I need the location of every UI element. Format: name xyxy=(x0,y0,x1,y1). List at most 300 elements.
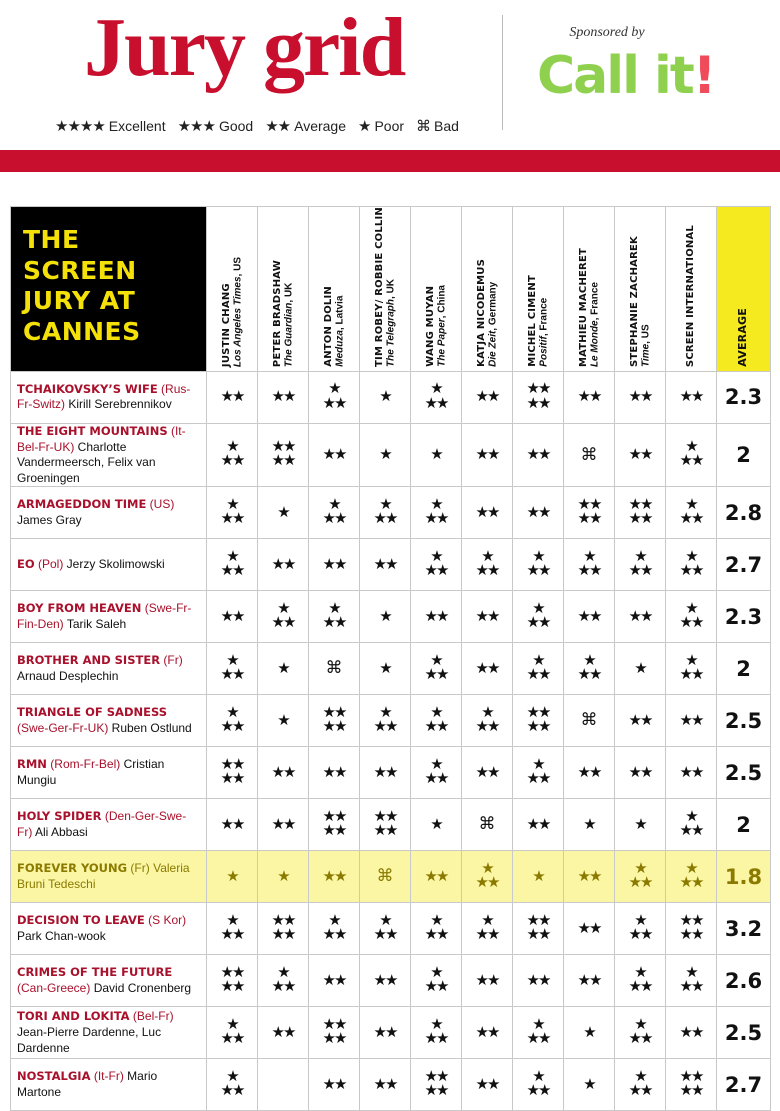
film-country: (Den-Ger-Swe-Fr) xyxy=(17,809,187,839)
score-cell xyxy=(564,487,615,539)
star-rating-icon: ★ xyxy=(379,659,391,677)
star-rating-icon: ★★ ★★ xyxy=(322,703,346,735)
table-row xyxy=(11,487,771,539)
table-row xyxy=(11,643,771,695)
score-cell xyxy=(666,747,717,799)
score-cell xyxy=(411,851,462,903)
table-row xyxy=(11,799,771,851)
juror-country: US xyxy=(232,256,243,271)
star-rating-icon: ★ ★★ xyxy=(322,380,346,412)
star-rating-icon: ★ ★★ xyxy=(679,599,703,631)
juror-name: KATJA NICODEMUS xyxy=(475,259,487,367)
star-rating-icon: ★★ xyxy=(577,971,601,989)
juror-label xyxy=(374,207,397,367)
score-cell xyxy=(258,903,309,955)
score-cell xyxy=(462,539,513,591)
star-rating-icon: ★ ★★ xyxy=(679,859,703,891)
film-cell xyxy=(11,851,207,903)
star-rating-icon: ★★ xyxy=(373,1075,397,1093)
legend-item xyxy=(178,117,254,135)
juror-country: UK xyxy=(385,278,396,294)
star-rating-icon: ★★ xyxy=(322,1075,346,1093)
juror-country: France xyxy=(589,281,600,315)
score-cell xyxy=(258,1007,309,1059)
juror-country: China xyxy=(436,285,447,314)
jury-heading: THE SCREEN JURY AT CANNES xyxy=(11,207,207,372)
film-country: (Can-Greece) xyxy=(17,980,91,995)
film-country: (Pol) xyxy=(37,557,64,572)
score-cell xyxy=(462,643,513,695)
star-rating-icon: ★★ xyxy=(220,815,244,833)
juror-header xyxy=(513,207,564,372)
star-rating-icon: ★ xyxy=(379,388,391,406)
legend-item xyxy=(358,117,404,135)
film-country: (S Kor) xyxy=(148,913,187,928)
star-rating-icon: ★★ xyxy=(220,388,244,406)
film-title: CRIMES OF THE FUTURE xyxy=(17,965,173,980)
score-cell xyxy=(513,1059,564,1111)
juror-label xyxy=(527,275,550,367)
score-cell xyxy=(207,591,258,643)
score-cell xyxy=(207,851,258,903)
star-rating-icon: ★★ ★★ xyxy=(628,495,652,527)
star-rating-icon: ★ ★★ xyxy=(322,911,346,943)
score-cell xyxy=(666,1059,717,1111)
juror-outlet-name: The Paper xyxy=(436,318,447,367)
star-rating-icon: ★★ xyxy=(526,815,550,833)
juror-outlet-name: The Telegraph xyxy=(385,298,396,367)
score-cell xyxy=(513,591,564,643)
juror-label xyxy=(578,248,601,367)
legend-label: Excellent xyxy=(108,118,166,134)
table-row xyxy=(11,747,771,799)
score-cell xyxy=(462,487,513,539)
juror-header xyxy=(615,207,666,372)
score-cell xyxy=(258,423,309,486)
juror-outlet: The Paper, China xyxy=(436,285,447,367)
red-banner xyxy=(0,150,780,172)
film-director: Ruben Ostlund xyxy=(111,720,192,735)
score-cell xyxy=(411,643,462,695)
score-cell xyxy=(309,1059,360,1111)
score-cell xyxy=(360,539,411,591)
juror-outlet: The Telegraph, UK xyxy=(385,278,396,367)
score-cell xyxy=(207,799,258,851)
jury-grid-table xyxy=(10,206,771,1111)
star-rating-icon: ★ ★★ xyxy=(526,651,550,683)
star-rating-icon: ★★ xyxy=(475,388,499,406)
star-rating-icon: ★ ★★ xyxy=(577,651,601,683)
juror-outlet: The Guardian, UK xyxy=(283,282,294,367)
average-title: AVERAGE xyxy=(736,308,750,367)
score-cell xyxy=(309,851,360,903)
film-director: Kirill Serebrennikov xyxy=(68,397,172,412)
score-cell xyxy=(462,591,513,643)
average-score: 2.5 xyxy=(717,747,771,799)
score-cell xyxy=(258,695,309,747)
juror-name: STEPHANIE ZACHAREK xyxy=(628,235,640,367)
star-rating-icon: ★★ xyxy=(475,971,499,989)
star-rating-icon: ★ ★★ xyxy=(220,438,244,470)
film-director: Cristian Mungiu xyxy=(17,757,165,787)
score-cell xyxy=(462,799,513,851)
star-rating-icon: ★ ★★ xyxy=(628,1015,652,1047)
star-rating-icon: ★ xyxy=(379,446,391,464)
table-row xyxy=(11,851,771,903)
score-cell xyxy=(513,423,564,486)
score-cell xyxy=(564,371,615,423)
score-cell xyxy=(564,1059,615,1111)
star-rating-icon: ★★ ★★ xyxy=(322,807,346,839)
bad-icon: ⌘ xyxy=(325,658,343,678)
film-cell xyxy=(11,371,207,423)
star-rating-icon: ★★ xyxy=(322,763,346,781)
score-cell xyxy=(309,371,360,423)
star-rating-icon: ★★ xyxy=(526,446,550,464)
score-cell xyxy=(360,591,411,643)
score-cell xyxy=(258,747,309,799)
star-rating-icon: ★ xyxy=(532,867,544,885)
star-rating-icon: ★ ★★ xyxy=(679,963,703,995)
star-rating-icon: ★ ★★ xyxy=(220,547,244,579)
juror-outlet-name: Meduza xyxy=(334,330,345,367)
score-cell xyxy=(462,423,513,486)
star-rating-icon: ★★ xyxy=(526,503,550,521)
score-cell xyxy=(666,539,717,591)
score-cell xyxy=(258,955,309,1007)
film-country: (Bel-Fr) xyxy=(132,1009,174,1024)
star-rating-icon: ★★ ★★ xyxy=(220,755,244,787)
score-cell xyxy=(411,695,462,747)
table-row xyxy=(11,423,771,486)
film-cell xyxy=(11,591,207,643)
score-cell xyxy=(309,903,360,955)
film-country: (Fr) xyxy=(163,653,183,668)
table-row xyxy=(11,539,771,591)
score-cell xyxy=(615,695,666,747)
star-rating-icon: ★ ★★ xyxy=(577,547,601,579)
film-title: TCHAIKOVSKY’S WIFE xyxy=(17,381,158,396)
juror-outlet: Positif, France xyxy=(538,298,549,367)
star-rating-icon: ★ xyxy=(430,815,442,833)
film-director: Arnaud Desplechin xyxy=(17,668,119,683)
score-cell xyxy=(207,1059,258,1111)
star-rating-icon: ★★ xyxy=(628,388,652,406)
star-rating-icon: ★ ★★ xyxy=(424,911,448,943)
average-score: 1.8 xyxy=(717,851,771,903)
juror-label xyxy=(221,257,244,367)
juror-name: TIM ROBEY/ ROBBIE COLLIN xyxy=(373,207,385,367)
score-cell xyxy=(513,487,564,539)
star-rating-icon: ★★ xyxy=(271,763,295,781)
juror-label xyxy=(476,259,499,367)
star-rating-icon: ★ ★★ xyxy=(526,1015,550,1047)
star-rating-icon: ★ ★★ xyxy=(475,703,499,735)
star-rating-icon: ★★ xyxy=(475,503,499,521)
juror-outlet: Die Zeit, Germany xyxy=(487,281,498,367)
star-rating-icon: ★★ ★★ xyxy=(679,1067,703,1099)
film-title: TRIANGLE OF SADNESS xyxy=(17,705,168,720)
score-cell xyxy=(360,371,411,423)
score-cell xyxy=(411,591,462,643)
score-cell xyxy=(666,903,717,955)
score-cell xyxy=(564,851,615,903)
star-rating-icon: ★★ xyxy=(577,607,601,625)
film-country: (Swe-Fr-Fin-Den) xyxy=(17,601,192,631)
score-cell xyxy=(207,1007,258,1059)
score-cell xyxy=(513,799,564,851)
star-rating-icon: ★★ xyxy=(475,659,499,677)
star-rating-icon: ★ ★★ xyxy=(424,755,448,787)
star-rating-icon: ★★ ★★ xyxy=(526,911,550,943)
score-cell xyxy=(258,591,309,643)
star-rating-icon: ★ ★★ xyxy=(373,495,397,527)
score-cell xyxy=(309,539,360,591)
star-rating-icon: ★ ★★ xyxy=(475,911,499,943)
film-title: THE EIGHT MOUNTAINS xyxy=(17,423,168,438)
film-director: David Cronenberg xyxy=(93,980,192,995)
star-rating-icon: ★★ xyxy=(322,555,346,573)
star-rating-icon: ★ ★★ xyxy=(628,859,652,891)
star-rating-icon: ★★ xyxy=(628,763,652,781)
score-cell xyxy=(666,955,717,1007)
star-rating-icon: ★ ★★ xyxy=(679,438,703,470)
score-cell xyxy=(309,487,360,539)
table-row xyxy=(11,371,771,423)
average-score: 2 xyxy=(717,799,771,851)
star-rating-icon: ★★ xyxy=(373,1023,397,1041)
score-cell xyxy=(360,487,411,539)
star-rating-icon: ★ ★★ xyxy=(322,599,346,631)
star-rating-icon: ★★ xyxy=(475,1075,499,1093)
juror-header xyxy=(564,207,615,372)
juror-outlet: Los Angeles Times, US xyxy=(232,256,243,367)
star-rating-icon: ★★ xyxy=(475,1023,499,1041)
film-country: (It-Fr) xyxy=(93,1069,124,1084)
average-score: 2.5 xyxy=(717,695,771,747)
star-rating-icon: ★★ ★★ xyxy=(322,1015,346,1047)
score-cell xyxy=(513,851,564,903)
average-score: 2.5 xyxy=(717,1007,771,1059)
score-cell xyxy=(564,1007,615,1059)
score-cell xyxy=(411,799,462,851)
film-country: (Rom-Fr-Bel) xyxy=(50,757,121,772)
star-rating-icon: ★ ★★ xyxy=(220,651,244,683)
film-title: EO xyxy=(17,557,35,572)
score-cell xyxy=(666,1007,717,1059)
score-cell xyxy=(462,1007,513,1059)
score-cell xyxy=(615,591,666,643)
score-cell xyxy=(564,423,615,486)
juror-outlet-name: The Guardian xyxy=(283,302,294,367)
average-score: 2.7 xyxy=(717,1059,771,1111)
film-director: Tarik Saleh xyxy=(66,616,127,631)
juror-header xyxy=(411,207,462,372)
score-cell xyxy=(360,1059,411,1111)
average-score: 2 xyxy=(717,643,771,695)
juror-header xyxy=(462,207,513,372)
film-country: (US) xyxy=(149,497,175,512)
legend-item xyxy=(55,117,166,135)
star-rating-icon: ★ ★★ xyxy=(628,1067,652,1099)
average-score: 2.7 xyxy=(717,539,771,591)
juror-outlet: Time, US xyxy=(640,324,651,367)
score-cell xyxy=(615,539,666,591)
star-rating-icon: ★★ xyxy=(322,867,346,885)
star-rating-icon: ★ ★★ xyxy=(679,807,703,839)
film-title: BOY FROM HEAVEN xyxy=(17,601,142,616)
juror-name: SCREEN INTERNATIONAL xyxy=(685,224,697,367)
score-cell xyxy=(615,851,666,903)
star-rating-icon: ★★ xyxy=(322,446,346,464)
score-cell xyxy=(309,1007,360,1059)
juror-name: JUSTIN CHANG xyxy=(220,283,232,367)
star-rating-icon: ★ xyxy=(277,659,289,677)
legend-label: Good xyxy=(218,118,254,134)
film-title: TORI AND LOKITA xyxy=(17,1009,130,1024)
bad-icon: ⌘ xyxy=(580,710,598,730)
star-rating-icon: ★ xyxy=(277,867,289,885)
rating-legend xyxy=(55,117,459,135)
score-cell xyxy=(207,747,258,799)
sponsor-logo: Call it! xyxy=(537,46,715,106)
star-rating-icon: ★ ★★ xyxy=(475,547,499,579)
score-cell xyxy=(411,371,462,423)
table-row xyxy=(11,903,771,955)
score-cell xyxy=(615,1007,666,1059)
juror-outlet-name: Positif xyxy=(538,336,549,367)
score-cell xyxy=(258,799,309,851)
sponsor-label: Sponsored by xyxy=(569,25,645,40)
film-title: ARMAGEDDON TIME xyxy=(17,497,147,512)
star-rating-icon: ★★★ xyxy=(177,118,215,135)
score-cell xyxy=(564,591,615,643)
star-rating-icon: ★★ xyxy=(475,607,499,625)
juror-label xyxy=(272,260,295,367)
score-cell xyxy=(360,643,411,695)
bad-icon: ⌘ xyxy=(416,118,431,135)
score-cell xyxy=(411,423,462,486)
star-rating-icon: ★★ ★★ xyxy=(679,911,703,943)
star-rating-icon: ★★ ★★ xyxy=(271,911,295,943)
average-header xyxy=(717,207,771,372)
score-cell xyxy=(462,371,513,423)
star-rating-icon: ★ ★★ xyxy=(475,859,499,891)
score-cell xyxy=(666,643,717,695)
star-rating-icon: ★ ★★ xyxy=(424,547,448,579)
score-cell xyxy=(258,643,309,695)
juror-header xyxy=(309,207,360,372)
score-cell xyxy=(666,487,717,539)
star-rating-icon: ★★ xyxy=(679,711,703,729)
score-cell xyxy=(462,695,513,747)
film-cell xyxy=(11,955,207,1007)
juror-country: Latvia xyxy=(334,295,345,325)
juror-country: France xyxy=(538,298,549,331)
juror-name: PETER BRADSHAW xyxy=(271,259,283,367)
score-cell xyxy=(666,695,717,747)
score-cell xyxy=(207,539,258,591)
score-cell xyxy=(258,539,309,591)
score-cell xyxy=(564,539,615,591)
star-rating-icon: ★ xyxy=(358,118,371,135)
score-cell xyxy=(513,371,564,423)
film-director: Park Chan-wook xyxy=(17,928,106,943)
film-title: DECISION TO LEAVE xyxy=(17,913,145,928)
table-row xyxy=(11,591,771,643)
star-rating-icon: ★★ xyxy=(475,763,499,781)
score-cell xyxy=(360,695,411,747)
star-rating-icon: ★ xyxy=(583,1023,595,1041)
score-cell xyxy=(258,851,309,903)
score-cell xyxy=(564,903,615,955)
star-rating-icon: ★★ xyxy=(526,971,550,989)
star-rating-icon: ★ ★★ xyxy=(220,703,244,735)
score-cell xyxy=(615,1059,666,1111)
score-cell xyxy=(411,1007,462,1059)
star-rating-icon: ★ ★★ xyxy=(526,547,550,579)
bad-icon: ⌘ xyxy=(376,866,394,886)
star-rating-icon: ★ xyxy=(226,867,238,885)
star-rating-icon: ★★ xyxy=(373,763,397,781)
score-cell xyxy=(564,955,615,1007)
star-rating-icon: ★★ xyxy=(475,446,499,464)
score-cell xyxy=(309,591,360,643)
score-cell xyxy=(462,747,513,799)
average-score: 2.3 xyxy=(717,371,771,423)
star-rating-icon: ★★ xyxy=(628,607,652,625)
score-cell xyxy=(666,591,717,643)
juror-header xyxy=(258,207,309,372)
star-rating-icon: ★★ xyxy=(577,763,601,781)
score-cell xyxy=(207,423,258,486)
score-cell xyxy=(207,643,258,695)
film-cell xyxy=(11,1059,207,1111)
average-score: 2 xyxy=(717,423,771,486)
juror-header xyxy=(666,207,717,372)
star-rating-icon: ★ ★★ xyxy=(424,703,448,735)
juror-country: US xyxy=(640,324,651,339)
juror-name: ANTON DOLIN xyxy=(322,286,334,367)
star-rating-icon: ★ ★★ xyxy=(679,651,703,683)
score-cell xyxy=(564,799,615,851)
star-rating-icon: ★★ ★★ xyxy=(271,438,295,470)
score-cell xyxy=(360,903,411,955)
star-rating-icon: ★ ★★ xyxy=(679,547,703,579)
juror-outlet-name: Time xyxy=(640,343,651,367)
average-score: 2.3 xyxy=(717,591,771,643)
juror-name: WANG MUYAN xyxy=(424,286,436,367)
star-rating-icon: ★ ★★ xyxy=(679,495,703,527)
juror-label xyxy=(323,286,346,367)
star-rating-icon: ★★ xyxy=(373,555,397,573)
star-rating-icon: ★★ xyxy=(577,388,601,406)
score-cell xyxy=(411,539,462,591)
star-rating-icon: ★ ★★ xyxy=(220,1015,244,1047)
juror-label xyxy=(425,285,448,367)
star-rating-icon: ★ xyxy=(583,1075,595,1093)
bad-icon: ⌘ xyxy=(478,814,496,834)
star-rating-icon: ★★ xyxy=(628,711,652,729)
star-rating-icon: ★★ ★★ xyxy=(526,703,550,735)
star-rating-icon: ★★ ★★ xyxy=(424,1067,448,1099)
score-cell xyxy=(207,903,258,955)
table-row xyxy=(11,695,771,747)
score-cell xyxy=(462,851,513,903)
star-rating-icon: ★ xyxy=(277,711,289,729)
score-cell xyxy=(360,1007,411,1059)
star-rating-icon: ★★ xyxy=(424,867,448,885)
